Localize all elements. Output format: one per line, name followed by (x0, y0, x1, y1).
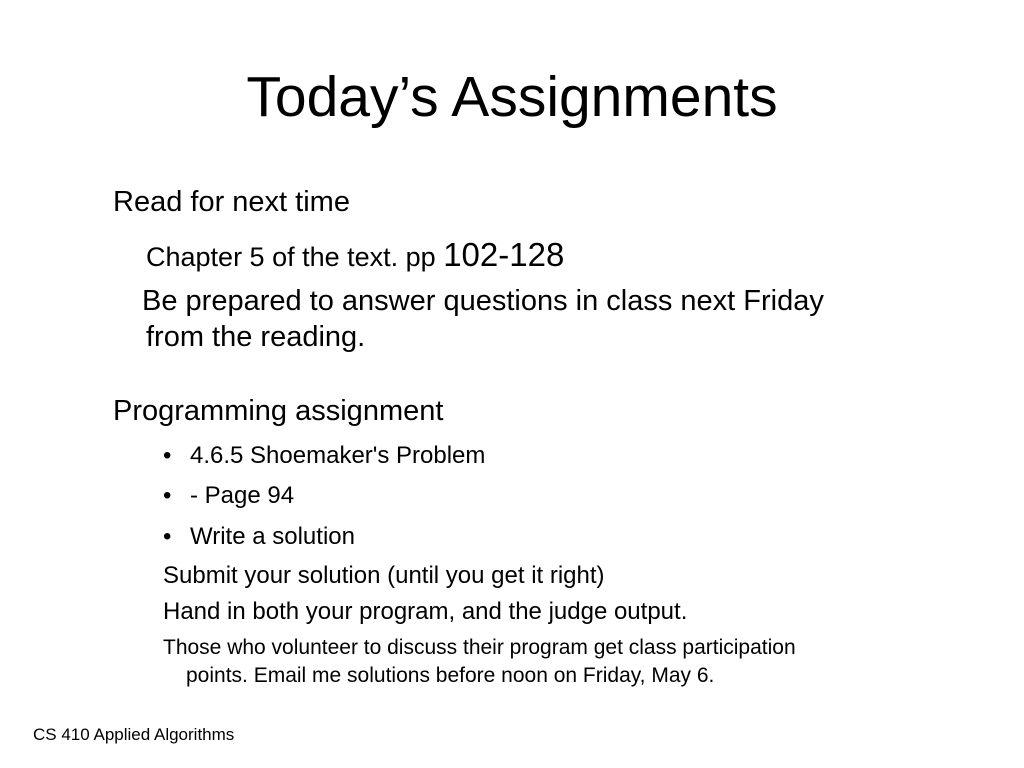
footer-course: CS 410 Applied Algorithms (33, 725, 235, 744)
volunteer-line-2: points. Email me solutions before noon on Friday, May 6. (186, 664, 715, 687)
reading-heading: Read for next time (113, 186, 350, 218)
hand-in-line: Hand in both your program, and the judge output. (163, 598, 688, 625)
bullet-dot-icon: • (163, 523, 172, 550)
volunteer-line-1: Those who volunteer to discuss their program get class participation (163, 636, 796, 659)
chapter-text: Chapter 5 of the text. pp (146, 242, 444, 272)
bullet-dot-icon: • (163, 442, 172, 469)
bullet-dot-icon: • (163, 482, 172, 509)
chapter-line (146, 238, 564, 274)
bullet-item-3: Write a solution (190, 523, 355, 550)
prepare-line-2: from the reading. (146, 321, 366, 353)
slide-title: Today’s Assignments (246, 65, 778, 129)
prepare-line-1: Be prepared to answer questions in class next Friday (142, 285, 824, 317)
programming-heading: Programming assignment (113, 395, 444, 427)
bullet-item-2: - Page 94 (190, 482, 295, 509)
submit-line: Submit your solution (until you get it right) (163, 562, 605, 589)
chapter-pages: 102-128 (443, 236, 565, 273)
bullet-item-1: 4.6.5 Shoemaker's Problem (190, 442, 486, 469)
